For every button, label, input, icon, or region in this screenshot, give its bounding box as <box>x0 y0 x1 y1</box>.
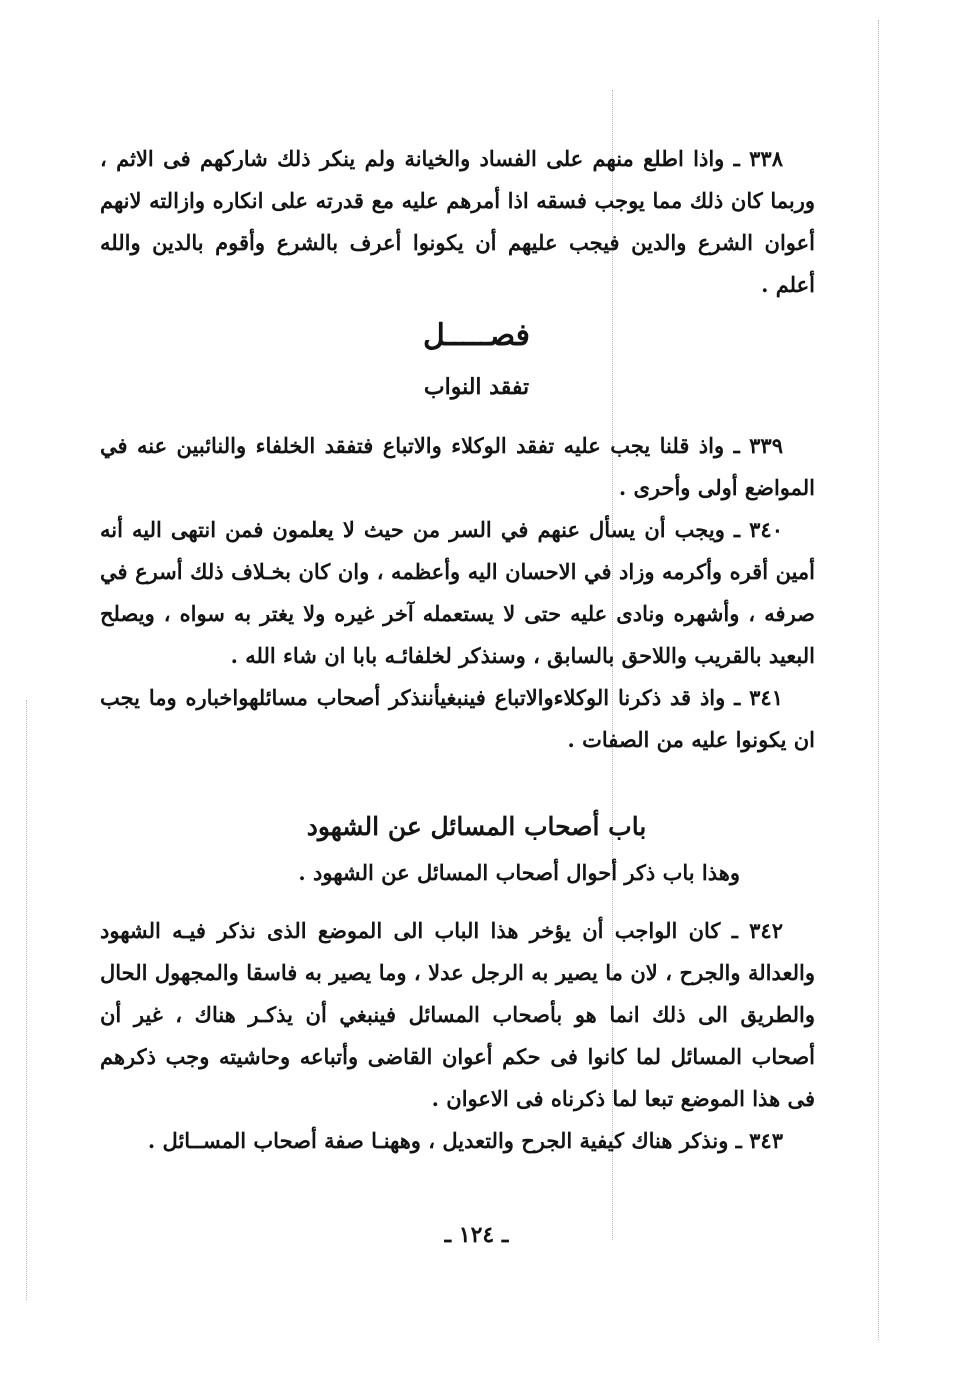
paragraph-343: ٣٤٣ ـ ونذكر هناك كيفية الجرح والتعديل ، وههنـا صفة أصحاب المســائل . <box>147 1128 783 1153</box>
text-block-middle <box>100 425 815 761</box>
chapter-intro: وهذا باب ذكر أحوال أصحاب المسائل عن الشهود . <box>298 860 740 885</box>
paragraph-341: ٣٤١ ـ واذ قد ذكرنا الوكلاءوالاتباع فينبغيأننذكر أصحاب مسائلهواخباره وما يجب ان يكونوا عليه من الصفات . <box>100 685 815 752</box>
chapter-title: باب أصحاب المسائل عن الشهود <box>306 812 647 841</box>
paragraph-340: ٣٤٠ ـ ويجب أن يسأل عنهم في السر من حيث لا يعلمون فمن انتهى اليه أنه أمين أقره وأكرمه وزاد في الاحسان اليه وأعظمه ، وان كان بخـلاف ذلك أسرع في صرفه ، وأشهره ونادى عليه حتى لا يستعمله آخر غيره ولا يغتر به سواه ، ويصلح البعيد بالقريب واللاحق بالسابق ، وسنذكر لخلفائـه بابا ان شاء الله . <box>100 517 815 668</box>
page-number: ـ ١٢٤ ـ <box>444 1222 509 1248</box>
paragraph-338: ٣٣٨ ـ واذا اطلع منهم على الفساد والخيانة ولم ينكر ذلك شاركهم فى الاثم ، وربما كان ذلك مما يوجب فسقه اذا أمرهم عليه مع قدرته على انكاره وازالته لانهم أعوان الشرع والدين فيجب عليهم أن يكونوا أعرف بالشرع وأقوم بالدين والله أعلم . <box>100 146 815 297</box>
page-crease <box>878 20 879 1340</box>
section-subtitle: تفقد النواب <box>423 374 530 400</box>
paragraph-339: ٣٣٩ ـ واذ قلنا يجب عليه تفقد الوكلاء والاتباع فتفقد الخلفاء والنائبين عنه في المواضع أولى وأحرى . <box>100 433 815 500</box>
section-heading: فصـــــل <box>422 318 531 353</box>
paragraph-342: ٣٤٢ ـ كان الواجب أن يؤخر هذا الباب الى الموضع الذى نذكر فيـه الشهود والعدالة والجرح ، لان ما يصير به الرجل عدلا ، وما يصير به فاسقا والمجهول الحال والطريق الى ذلك انما هو بأصحاب المسائل فينبغي أن يذكـر هناك ، غير أن أصحاب المسائل لما كانوا فى حكم أعوان القاضى وأتباعه وحاشيته وجب ذكرهم فى هذا الموضع تبعا لما ذكرناه فى الاعوان . <box>100 918 815 1111</box>
text-block-bottom <box>100 910 815 1162</box>
text-block-top <box>100 138 815 306</box>
page-crease <box>26 700 27 1300</box>
